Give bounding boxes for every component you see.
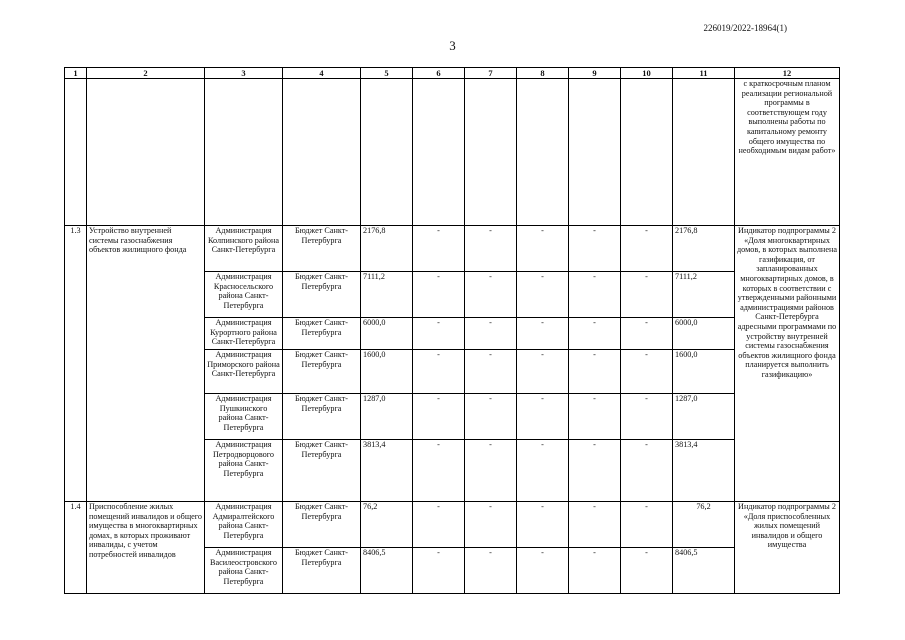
section-number: 1.3 — [65, 226, 87, 502]
col-header: 7 — [465, 68, 517, 79]
page-number: 3 — [449, 38, 456, 53]
value-cell: - — [569, 350, 621, 394]
col-header: 1 — [65, 68, 87, 79]
value-cell: - — [413, 272, 465, 318]
program-table — [64, 67, 840, 594]
column-number-row — [65, 68, 840, 79]
registration-number: 226019/2022-18964(1) — [703, 23, 787, 33]
total-cell: 76,2 — [361, 502, 413, 548]
value-cell: - — [621, 318, 673, 350]
executor-cell: Администрация Красносельского района Санкт-Петербурга — [205, 272, 283, 318]
value-cell: - — [413, 318, 465, 350]
executor-cell: Администрация Пушкинского района Санкт-Петербурга — [205, 394, 283, 440]
col-header: 3 — [205, 68, 283, 79]
value-cell: - — [413, 394, 465, 440]
value-cell: - — [465, 318, 517, 350]
value-cell: - — [621, 226, 673, 272]
value-cell: - — [621, 350, 673, 394]
funding-source-cell: Бюджет Санкт-Петербурга — [283, 226, 361, 272]
funding-source-cell: Бюджет Санкт-Петербурга — [283, 502, 361, 548]
total-cell: 2176,8 — [361, 226, 413, 272]
value-cell: - — [517, 350, 569, 394]
col-header: 8 — [517, 68, 569, 79]
value-cell: - — [569, 226, 621, 272]
value-cell: - — [621, 272, 673, 318]
funding-source-cell: Бюджет Санкт-Петербурга — [283, 350, 361, 394]
col-header: 9 — [569, 68, 621, 79]
table-row — [65, 226, 840, 272]
value-cell: - — [465, 272, 517, 318]
value-cell: - — [621, 502, 673, 548]
executor-cell: Администрация Петродворцового района Санкт-Петербурга — [205, 440, 283, 502]
value-cell: - — [517, 394, 569, 440]
col-header: 2 — [87, 68, 205, 79]
funding-source-cell: Бюджет Санкт-Петербурга — [283, 440, 361, 502]
table-row — [65, 502, 840, 548]
total-cell: 8406,5 — [361, 548, 413, 594]
executor-cell: Администрация Приморского района Санкт-Петербурга — [205, 350, 283, 394]
year-value-cell: 76,2 — [673, 502, 735, 548]
col-header: 4 — [283, 68, 361, 79]
value-cell: - — [465, 226, 517, 272]
value-cell: - — [465, 394, 517, 440]
indicator-cell: Индикатор подпрограммы 2 «Доля приспособленных жилых помещений инвалидов и общего имущества — [735, 502, 840, 594]
executor-cell: Администрация Василеостровского района Санкт-Петербурга — [205, 548, 283, 594]
total-cell: 3813,4 — [361, 440, 413, 502]
executor-cell: Администрация Колпинского района Санкт-Петербурга — [205, 226, 283, 272]
value-cell: - — [569, 272, 621, 318]
value-cell: - — [569, 318, 621, 350]
total-cell: 1600,0 — [361, 350, 413, 394]
value-cell: - — [465, 440, 517, 502]
value-cell: - — [413, 440, 465, 502]
value-cell: - — [413, 350, 465, 394]
value-cell: - — [569, 394, 621, 440]
col-header: 5 — [361, 68, 413, 79]
continuation-row — [65, 79, 840, 226]
value-cell: - — [465, 350, 517, 394]
value-cell: - — [413, 548, 465, 594]
col-header: 10 — [621, 68, 673, 79]
section-name: Устройство внутренней системы газоснабжения объектов жилищного фонда — [87, 226, 205, 502]
year-value-cell: 1287,0 — [673, 394, 735, 440]
value-cell: - — [569, 440, 621, 502]
indicator-cell: Индикатор подпрограммы 2 «Доля многоквартирных домов, в которых выполнена газификация, от запланированных многоквартирных домов, в которых в соответствии с утвержденными районными администрациями районов Санкт-Петербурга адресными программами по устройству внутренней системы газоснабжения объектов жилищного фонда планируется выполнить газификацию» — [735, 226, 840, 502]
funding-source-cell: Бюджет Санкт-Петербурга — [283, 272, 361, 318]
year-value-cell: 6000,0 — [673, 318, 735, 350]
total-cell: 7111,2 — [361, 272, 413, 318]
value-cell: - — [621, 394, 673, 440]
executor-cell: Администрация Курортного района Санкт-Петербурга — [205, 318, 283, 350]
year-value-cell: 2176,8 — [673, 226, 735, 272]
funding-source-cell: Бюджет Санкт-Петербурга — [283, 548, 361, 594]
value-cell: - — [517, 440, 569, 502]
value-cell: - — [517, 272, 569, 318]
value-cell: - — [621, 548, 673, 594]
value-cell: - — [517, 548, 569, 594]
funding-source-cell: Бюджет Санкт-Петербурга — [283, 394, 361, 440]
value-cell: - — [569, 502, 621, 548]
value-cell: - — [517, 318, 569, 350]
col-header: 11 — [673, 68, 735, 79]
continuation-indicator-text: с краткосрочным планом реализации региональной программы в соответствующем году выполнены работы по капитальному ремонту общего имущества по необходимым видам работ» — [735, 79, 840, 226]
value-cell: - — [517, 502, 569, 548]
funding-source-cell: Бюджет Санкт-Петербурга — [283, 318, 361, 350]
executor-cell: Администрация Адмиралтейского района Санкт-Петербурга — [205, 502, 283, 548]
year-value-cell: 1600,0 — [673, 350, 735, 394]
total-cell: 6000,0 — [361, 318, 413, 350]
total-cell: 1287,0 — [361, 394, 413, 440]
value-cell: - — [413, 502, 465, 548]
value-cell: - — [465, 548, 517, 594]
year-value-cell: 8406,5 — [673, 548, 735, 594]
value-cell: - — [465, 502, 517, 548]
col-header: 12 — [735, 68, 840, 79]
section-name: Приспособление жилых помещений инвалидов и общего имущества в многоквартирных домах, в которых проживают инвалиды, с учетом потребностей инвалидов — [87, 502, 205, 594]
section-number: 1.4 — [65, 502, 87, 594]
value-cell: - — [517, 226, 569, 272]
col-header: 6 — [413, 68, 465, 79]
year-value-cell: 7111,2 — [673, 272, 735, 318]
value-cell: - — [413, 226, 465, 272]
value-cell: - — [621, 440, 673, 502]
year-value-cell: 3813,4 — [673, 440, 735, 502]
value-cell: - — [569, 548, 621, 594]
